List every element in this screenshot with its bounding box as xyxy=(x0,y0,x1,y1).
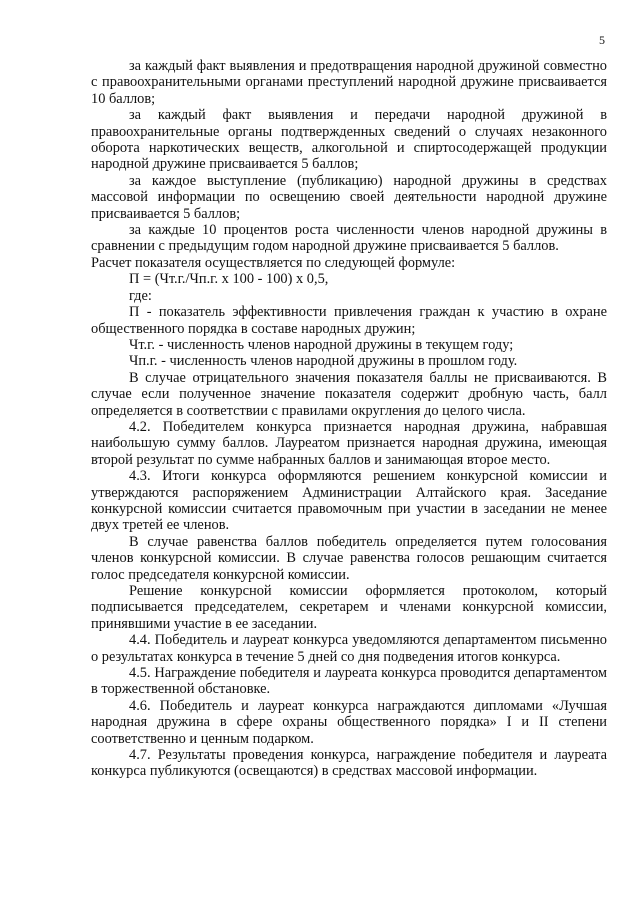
page-number: 5 xyxy=(599,33,605,47)
paragraph: П - показатель эффективности привлечения граждан к участию в охране общественного порядка в составе народных дружин; xyxy=(91,304,607,337)
paragraph: за каждый факт выявления и предотвращения народной дружиной совместно с правоохранительными органами преступлений народной дружине присваивается 10 баллов; xyxy=(91,58,607,107)
paragraph: за каждые 10 процентов роста численности членов народной дружины в сравнении с предыдущим годом народной дружине присваивается 5 баллов. xyxy=(91,222,607,255)
paragraph: Чт.г. - численность членов народной дружины в текущем году; xyxy=(129,336,514,353)
section-4-5: 4.5. Награждение победителя и лауреата конкурса проводится департаментом в торжественной обстановке. xyxy=(91,665,607,698)
section-4-7: 4.7. Результаты проведения конкурса, награждение победителя и лауреата конкурса публикуются (освещаются) в средствах массовой информации. xyxy=(91,747,607,780)
section-4-2: 4.2. Победителем конкурса признается народная дружина, набравшая наибольшую сумму баллов. Лауреатом признается народная дружина, имеющая второй результат по сумме набранных баллов и занимающая второе место. xyxy=(91,418,607,468)
section-4-3: 4.3. Итоги конкурса оформляются решением конкурсной комиссии и утверждаются распоряжением Администрации Алтайского края. Заседание конкурсной комиссии считается правомочным при участии в заседании не менее двух третей ее членов. xyxy=(91,468,607,534)
section-4-6: 4.6. Победитель и лауреат конкурса награждаются дипломами «Лучшая народная дружина в сфере охраны общественного порядка» I и II степени соответственно и ценным подарком. xyxy=(91,697,607,747)
paragraph: за каждое выступление (публикацию) народной дружины в средствах массовой информации по освещению своей деятельности народной дружине присваивается 5 баллов; xyxy=(91,172,607,222)
paragraph: за каждый факт выявления и передачи народной дружиной в правоохранительные органы подтвержденных сведений о случаях незаконного оборота наркотических веществ, алкогольной и спиртосодержащей продукции народной дружине присваивается 5 баллов; xyxy=(91,107,607,173)
paragraph: В случае равенства баллов победитель определяется путем голосования членов конкурсной комиссии. В случае равенства голосов решающим считается голос председателя конкурсной комиссии. xyxy=(91,533,607,583)
paragraph: Решение конкурсной комиссии оформляется протоколом, который подписывается председателем, секретарем и членами конкурсной комиссии, принявшими участие в ее заседании. xyxy=(91,583,607,632)
paragraph: В случае отрицательного значения показателя баллы не присваиваются. В случае если полученное значение показателя содержит дробную часть, балл определяется в соответствии с правилами округления до целого числа. xyxy=(91,369,607,419)
document-body xyxy=(91,58,607,780)
paragraph: Расчет показателя осуществляется по следующей формуле: xyxy=(91,254,456,271)
paragraph: Чп.г. - численность членов народной дружины в прошлом году. xyxy=(129,353,518,370)
section-4-4: 4.4. Победитель и лауреат конкурса уведомляются департаментом письменно о результатах конкурса в течение 5 дней со дня подведения итогов конкурса. xyxy=(91,632,607,665)
formula: П = (Чт.г./Чп.г. х 100 - 100) х 0,5, xyxy=(129,271,329,288)
paragraph: где: xyxy=(129,287,152,304)
